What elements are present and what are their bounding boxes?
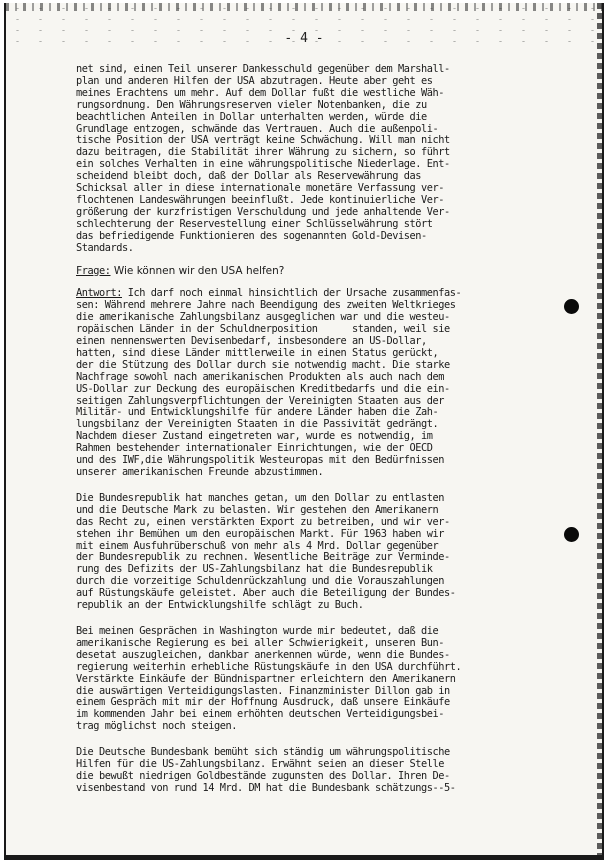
text-line: Rahmen bestehender internationaler Einrichtungen, wie der OECD	[76, 442, 433, 455]
text-line: Die Bundesrepublik hat manches getan, um den Dollar zu entlasten	[76, 491, 444, 504]
text-line: trag möglichst noch steigen.	[76, 720, 237, 733]
text-line: Die Deutsche Bundesbank bemüht sich ständig um währungspolitische	[76, 746, 450, 759]
text-line	[76, 783, 576, 795]
text-line: die auswärtigen Verteidigungslasten. Finanzminister Dillon gab in	[76, 684, 450, 697]
text-line: scheidend bleibt doch, daß der Dollar als Reservewährung das	[76, 170, 421, 183]
text-line: flochtenen Landeswährungen beeinflußt. Jede kontinuierliche Ver-	[76, 193, 444, 206]
text-line: im kommenden Jahr bei einem erhöhten deutschen Verteidigungsbei-	[76, 708, 444, 721]
text-line-content: visenbestand von rund 14 Mrd. DM hat die Bundesbank schätzungs-	[76, 781, 439, 794]
text-line: meines Erachtens um mehr. Auf dem Dollar fußt die westliche Wäh-	[76, 86, 444, 99]
text-line: auf Rüstungskäufe geleistet. Aber auch die Beteiligung der Bundes-	[76, 587, 456, 600]
scan-edge-right	[597, 3, 602, 860]
text-line: ropäischen Länder in der Schuldnerposition standen, weil sie	[76, 323, 450, 336]
text-line: Verstärkte Einkäufe der Bündnispartner erleichtern den Amerikanern	[76, 672, 456, 685]
text-line: durch die vorzeitige Schuldenrückzahlung und die Vorauszahlungen	[76, 575, 444, 588]
text-line: der Bundesrepublik zu rechnen. Wesentliche Beiträge zur Verminde-	[76, 551, 450, 564]
text-line: republik an der Entwicklungshilfe schlägt zu Buch.	[76, 599, 364, 612]
paragraph-bundesbank	[76, 747, 576, 795]
text-line: stehen ihr Bemühen um den europäischen Markt. Für 1963 haben wir	[76, 527, 444, 540]
text-line: Nachfrage sowohl nach amerikanischen Produkten als auch nach dem	[76, 370, 444, 383]
text-line: das Recht zu, einen verstärkten Export zu betreiben, und wir ver-	[76, 515, 450, 528]
text-line: US-Dollar zur Deckung des europäischen Kreditbedarfs und die ein-	[76, 382, 450, 395]
text-line: einem Gespräch mit mir der Hoffnung Ausdruck, daß unsere Einkäufe	[76, 696, 450, 709]
text-line: dazu beitragen, die Stabilität ihrer Währung zu sichern, so führt	[76, 146, 450, 159]
text-line: net sind, einen Teil unserer Dankesschuld gegenüber dem Marshall-	[76, 63, 450, 75]
text-line: rungsordnung. Den Währungsreserven vieler Notenbanken, die zu	[76, 98, 427, 111]
text-line: ein solches Verhalten in eine währungspolitische Niederlage. Ent-	[76, 158, 450, 171]
text-line: die amerikanische Zahlungsbilanz ausgeglichen war und die westeu-	[76, 311, 450, 324]
text-line: größerung der kurzfristigen Verschuldung und jede anhaltende Ver-	[76, 205, 450, 218]
scan-edge-bottom	[6, 855, 602, 860]
text-line: seitigen Zahlungsverpflichtungen der Vereinigten Staaten aus der	[76, 394, 444, 407]
text-line: und des IWF,die Währungspolitik Westeuropas mit den Bedürfnissen	[76, 454, 444, 467]
text-line: und die Deutsche Mark zu belasten. Wir gestehen den Amerikanern	[76, 503, 439, 516]
question-label: Frage:	[76, 264, 111, 277]
text-line: beachtlichen Anteilen in Dollar unterhalten werden, würde die	[76, 110, 427, 123]
text-line: Grundlage entzogen, schwände das Vertrauen. Auch die außenpoli-	[76, 122, 439, 135]
text-line: unserer amerikanischen Freunde abzustimmen.	[76, 466, 324, 478]
punch-hole	[564, 527, 579, 542]
answer-label: Antwort:	[76, 287, 122, 300]
text-line: der die Stützung des Dollar durch sie notwendig macht. Die starke	[76, 358, 450, 371]
continuation-mark: -5-	[438, 781, 456, 794]
text-line: mit einem Ausfuhrüberschuß von mehr als 4 Mrd. Dollar gegenüber	[76, 539, 439, 552]
paragraph-federal-republic	[76, 493, 576, 612]
text-line: Schicksal aller in diese internationale monetäre Verfassung ver-	[76, 182, 444, 195]
page-number: - 4 -	[284, 31, 324, 46]
text-line: Hilfen für die US-Zahlungsbilanz. Erwähnt seien an dieser Stelle	[76, 758, 444, 771]
text-line: plan und anderen Hilfen der USA abzutragen. Heute aber geht es	[76, 74, 433, 87]
text-line: Nachdem dieser Zustand eingetreten war, wurde es notwendig, im	[76, 430, 433, 443]
text-line: regierung weiterhin erhebliche Rüstungskäufe in den USA durchführt.	[76, 660, 462, 673]
scan-edge-top	[6, 3, 602, 11]
document-body	[76, 64, 576, 795]
text-line: Bei meinen Gesprächen in Washington wurde mir bedeutet, daß die	[76, 624, 439, 637]
text-line: Standards.	[76, 241, 134, 254]
text-line: schlechterung der Reservestellung einer Schlüsselwährung stört	[76, 217, 433, 230]
text-line: rung des Defizits der US-Zahlungsbilanz hat die Bundesrepublik	[76, 563, 433, 576]
text-line: hatten, sind diese Länder mittlerweile in einen Status gerückt,	[76, 346, 439, 359]
text-line: das befriedigende Funktionieren des sogenannten Gold-Devisen-	[76, 229, 427, 242]
answer-first-line-text: Ich darf noch einmal hinsichtlich der Ursache zusammenfas-	[122, 287, 462, 300]
scanned-page	[4, 3, 604, 860]
answer	[76, 288, 576, 479]
punch-hole	[564, 299, 579, 314]
text-line: die bewußt niedrigen Goldbestände zugunsten des Dollar. Ihren De-	[76, 769, 450, 782]
text-line: einen nennenswerten Devisenbedarf, insbesondere an US-Dollar,	[76, 335, 427, 348]
question	[76, 266, 576, 278]
question-text: Wie können wir den USA helfen?	[110, 264, 285, 277]
paragraph-reserve-currency	[76, 64, 576, 255]
text-line: amerikanische Regierung es bei aller Schwierigkeit, unseren Bun-	[76, 636, 444, 649]
text-line: Militär- und Entwicklungshilfe für andere Länder haben die Zah-	[76, 406, 439, 419]
text-line: sen: Während mehrere Jahre nach Beendigung des zweiten Weltkrieges	[76, 299, 456, 312]
text-line: desetat auszugleichen, dankbar anerkennen würde, wenn die Bundes-	[76, 648, 450, 661]
text-line: lungsbilanz der Vereinigten Staaten in die Passivität gedrängt.	[76, 418, 439, 431]
text-line: tische Position der USA verträgt keine Schwächung. Will man nicht	[76, 134, 450, 147]
paragraph-washington	[76, 626, 576, 733]
